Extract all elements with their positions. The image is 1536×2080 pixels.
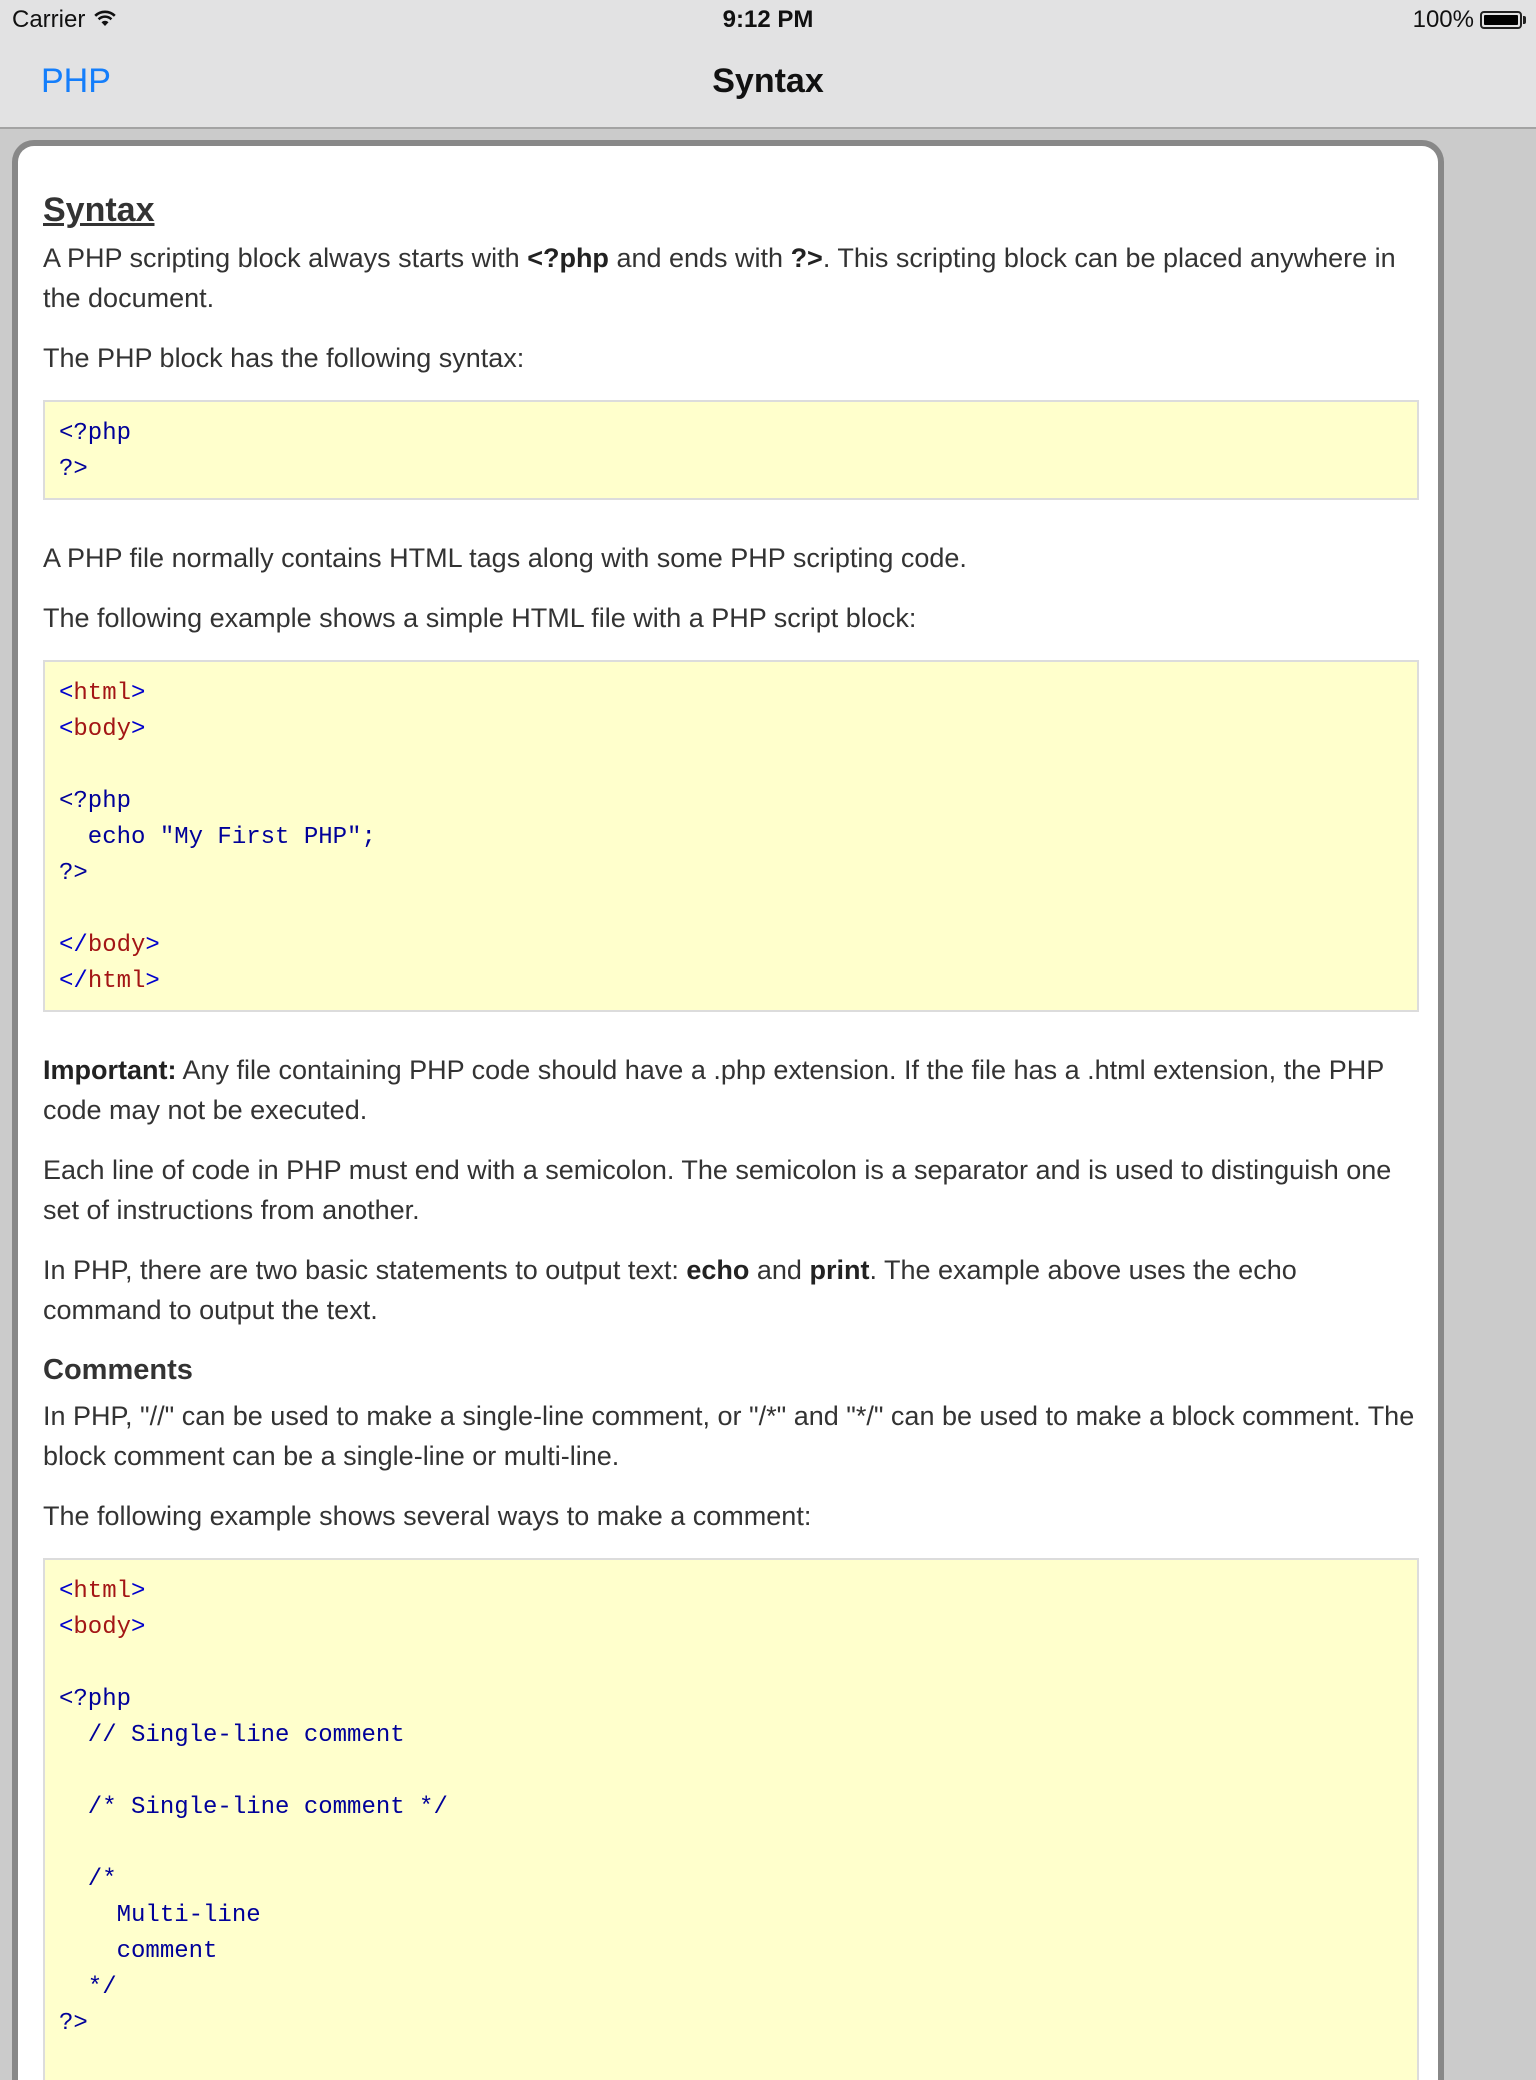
status-bar — [0, 0, 1536, 40]
battery-nub — [1523, 16, 1526, 24]
paragraph-syntax-intro: The PHP block has the following syntax: — [43, 343, 525, 373]
code-line: </body> — [59, 932, 160, 959]
battery-indicator — [1413, 6, 1526, 34]
code-line: /* — [59, 1866, 117, 1893]
paragraph-comments: In PHP, "//" can be used to make a single-line comment, or "/*" and "*/" can be used to make a block comment. The block comment can be a single-line or multi-line. — [43, 1401, 1415, 1471]
text: and ends with — [608, 243, 791, 273]
text: In PHP, there are two basic statements to output text: — [43, 1255, 687, 1285]
code-line: /* Single-line comment */ — [59, 1794, 448, 1821]
wifi-icon — [93, 6, 117, 34]
code-line: <?php — [59, 420, 132, 447]
paragraph-example-intro: The following example shows a simple HTML file with a PHP script block: — [43, 603, 917, 633]
code-line-blank — [59, 748, 1403, 784]
carrier-indicator — [12, 6, 117, 34]
paragraph-important — [43, 1050, 1419, 1130]
carrier-label: Carrier — [12, 6, 86, 33]
paragraph-comments-example-intro: The following example shows several ways to make a comment: — [43, 1501, 812, 1531]
code-line-blank — [59, 892, 1403, 928]
code-line: <html> — [59, 1578, 146, 1605]
section-heading-comments: Comments — [43, 1354, 193, 1386]
code-block-comments — [43, 1558, 1419, 2080]
code-line: ?> — [59, 860, 88, 887]
article-content — [18, 146, 1438, 2080]
article-webview[interactable] — [12, 140, 1444, 2080]
code-line: Multi-line — [59, 1902, 261, 1929]
code-block-example — [43, 660, 1419, 1012]
battery-percent: 100% — [1412, 6, 1474, 33]
battery-full-icon — [1480, 11, 1522, 29]
text: . This scripting block can be placed anywhere in the document. — [43, 243, 1396, 313]
code-line-blank — [59, 1754, 1403, 1790]
text: . The example above uses the echo command to output the text. — [43, 1255, 1297, 1325]
navigation-bar — [0, 40, 1536, 127]
paragraph-semicolon: Each line of code in PHP must end with a semicolon. The semicolon is a separator and is used to distinguish one set of instructions from another. — [43, 1155, 1392, 1225]
code-line: <body> — [59, 1614, 146, 1641]
important-label: Important: — [43, 1055, 177, 1085]
text: Any file containing PHP code should have a .php extension. If the file has a .html extension, the PHP code may not be executed. — [43, 1055, 1384, 1125]
status-time: 9:12 PM — [722, 6, 814, 33]
code-line: <?php — [59, 1686, 132, 1713]
paragraph-intro — [43, 238, 1419, 318]
code-block-basic — [43, 400, 1419, 500]
code-line: <body> — [59, 716, 146, 743]
code-line: echo "My First PHP"; — [59, 824, 376, 851]
top-bar — [0, 0, 1536, 129]
bold-close-tag: ?> — [790, 243, 823, 273]
code-line: <html> — [59, 680, 146, 707]
code-line: <?php — [59, 788, 132, 815]
text: A PHP scripting block always starts with — [43, 243, 528, 273]
back-button[interactable]: PHP — [41, 62, 111, 100]
code-line: */ — [59, 1974, 117, 2001]
code-line: ?> — [59, 456, 88, 483]
code-line: comment — [59, 1938, 218, 1965]
page-title: Syntax — [43, 191, 155, 229]
nav-title: Syntax — [712, 62, 824, 100]
bold-print: print — [809, 1255, 870, 1285]
text: and — [749, 1255, 810, 1285]
paragraph-output — [43, 1250, 1419, 1330]
bold-echo: echo — [686, 1255, 750, 1285]
code-line-blank — [59, 1826, 1403, 1862]
code-line-blank — [59, 1646, 1403, 1682]
code-line: // Single-line comment — [59, 1722, 405, 1749]
code-line: ?> — [59, 2010, 88, 2037]
code-line: </html> — [59, 968, 160, 995]
paragraph-php-file: A PHP file normally contains HTML tags along with some PHP scripting code. — [43, 543, 967, 573]
bold-open-tag: <?php — [527, 243, 609, 273]
